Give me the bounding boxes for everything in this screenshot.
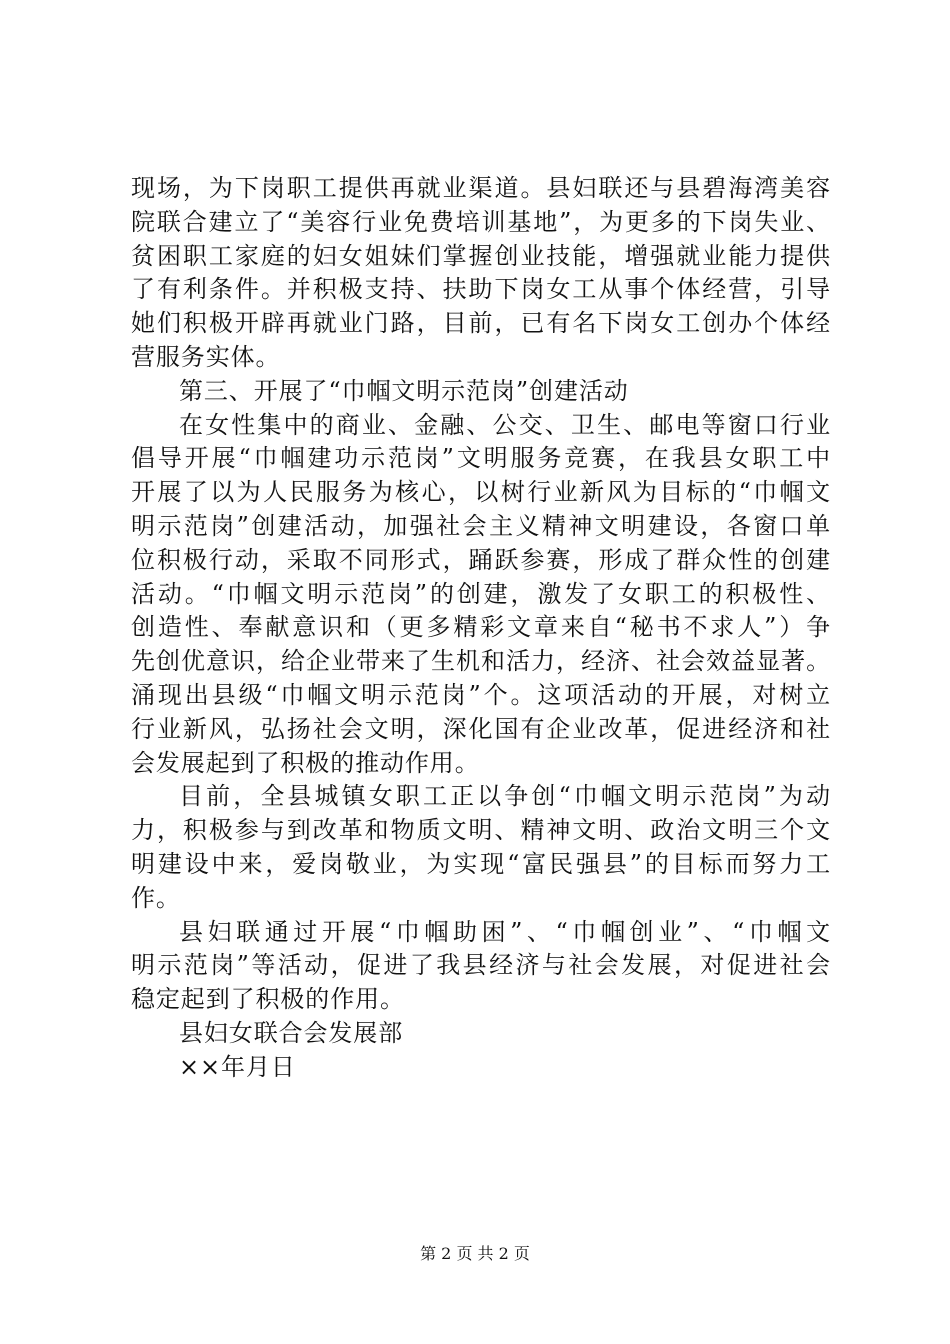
- text-line: 在女性集中的商业、金融、公交、卫生、邮电等窗口行业: [179, 410, 831, 439]
- signature-date: ××年月日: [179, 1052, 296, 1081]
- text-line: 明示范岗”等活动，促进了我县经济与社会发展，对促进社会: [131, 951, 831, 980]
- text-line: 明建设中来，爱岗敬业，为实现“富民强县”的目标而努力工: [131, 849, 831, 878]
- section-heading: 第三、开展了“巾帼文明示范岗”创建活动: [179, 376, 629, 405]
- text-line: 位积极行动，采取不同形式，踊跃参赛，形成了群众性的创建: [131, 545, 831, 574]
- text-line: 力，积极参与到改革和物质文明、精神文明、政治文明三个文: [131, 816, 831, 845]
- text-line: 活动。“巾帼文明示范岗”的创建，激发了女职工的积极性、: [131, 579, 831, 608]
- text-line: 了有利条件。并积极支持、扶助下岗女工从事个体经营，引导: [131, 275, 831, 304]
- text-line: 目前，全县城镇女职工正以争创“巾帼文明示范岗”为动: [179, 782, 831, 811]
- text-line: 县妇联通过开展“巾帼助困”、“巾帼创业”、“巾帼文: [179, 917, 831, 946]
- text-line: 开展了以为人民服务为核心，以树行业新风为目标的“巾帼文: [131, 478, 831, 507]
- text-line: 涌现出县级“巾帼文明示范岗”个。这项活动的开展，对树立: [131, 680, 831, 709]
- text-line: 先创优意识，给企业带来了生机和活力，经济、社会效益显著。: [131, 647, 831, 676]
- text-line: 会发展起到了积极的推动作用。: [131, 748, 480, 777]
- text-line: 营服务实体。: [131, 342, 281, 371]
- text-line: 稳定起到了积极的作用。: [131, 985, 405, 1014]
- text-line: 倡导开展“巾帼建功示范岗”文明服务竞赛，在我县女职工中: [131, 444, 831, 473]
- text-line: 创造性、奉献意识和（更多精彩文章来自“秘书不求人”）争: [131, 613, 831, 642]
- text-line: 她们积极开辟再就业门路，目前，已有名下岗女工创办个体经: [131, 309, 831, 338]
- text-line: 作。: [131, 883, 181, 912]
- page-number-footer: 第 2 页 共 2 页: [420, 1244, 530, 1263]
- signature-organization: 县妇女联合会发展部: [179, 1018, 404, 1047]
- text-line: 行业新风，弘扬社会文明，深化国有企业改革，促进经济和社: [131, 714, 831, 743]
- text-line: 贫困职工家庭的妇女姐妹们掌握创业技能，增强就业能力提供: [131, 241, 831, 270]
- text-line: 院联合建立了“美容行业免费培训基地”，为更多的下岗失业、: [131, 207, 831, 236]
- document-body: [131, 172, 831, 1085]
- text-line: 明示范岗”创建活动，加强社会主义精神文明建设，各窗口单: [131, 511, 831, 540]
- text-line: 现场，为下岗职工提供再就业渠道。县妇联还与县碧海湾美容: [131, 174, 831, 202]
